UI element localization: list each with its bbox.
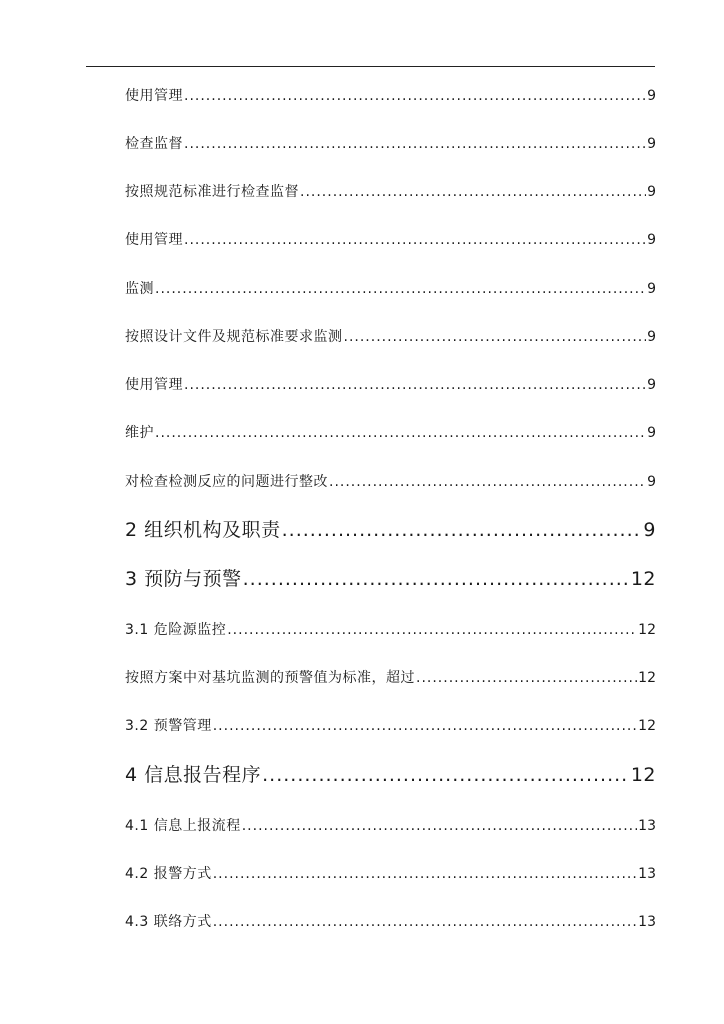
toc-entry-title: 按照设计文件及规范标准要求监测 [125, 329, 343, 345]
toc-entry-page: 9 [647, 232, 656, 248]
toc-entry[interactable] [125, 375, 656, 395]
toc-entry[interactable] [125, 327, 656, 347]
toc-entry-title: 监测 [125, 281, 154, 297]
toc-entry-title: 按照规范标准进行检查监督 [125, 184, 299, 200]
toc-entry-title: 使用管理 [125, 88, 183, 104]
dot-leader [184, 134, 646, 154]
toc-entry-page: 13 [638, 914, 656, 930]
toc-entry-title: 3.1 危险源监控 [125, 622, 227, 638]
table-of-contents [125, 0, 656, 1024]
toc-entry-page: 9 [647, 136, 656, 152]
toc-entry-page: 12 [630, 568, 656, 590]
toc-entry[interactable] [125, 279, 656, 299]
toc-entry-page: 9 [647, 88, 656, 104]
dot-leader [344, 327, 647, 347]
toc-entry[interactable] [125, 716, 656, 736]
dot-leader [242, 816, 637, 836]
toc-entry-title: 4.1 信息上报流程 [125, 818, 241, 834]
toc-entry-page: 12 [638, 718, 656, 734]
toc-entry-title: 使用管理 [125, 377, 183, 393]
dot-leader [213, 912, 637, 932]
toc-entry-title: 使用管理 [125, 232, 183, 248]
dot-leader [243, 566, 630, 592]
toc-entry[interactable] [125, 182, 656, 202]
toc-entry-page: 12 [630, 764, 656, 786]
toc-entry-page: 9 [647, 474, 656, 490]
toc-entry-title: 检查监督 [125, 136, 183, 152]
toc-entry[interactable] [125, 472, 656, 492]
dot-leader [416, 668, 637, 688]
dot-leader [184, 375, 646, 395]
toc-entry-title: 4.3 联络方式 [125, 914, 212, 930]
toc-entry-page: 9 [647, 329, 656, 345]
toc-entry[interactable] [125, 230, 656, 250]
toc-entry-title: 对检查检测反应的问题进行整改 [125, 474, 328, 490]
toc-entry-page: 9 [647, 281, 656, 297]
toc-entry[interactable] [125, 620, 656, 640]
toc-entry-title: 4 信息报告程序 [125, 764, 262, 786]
dot-leader [184, 230, 646, 250]
toc-entry-page: 12 [638, 622, 656, 638]
toc-entry-page: 9 [647, 377, 656, 393]
dot-leader [329, 472, 646, 492]
dot-leader [213, 864, 637, 884]
toc-entry-title: 维护 [125, 425, 154, 441]
toc-entry-page: 9 [647, 425, 656, 441]
toc-entry[interactable] [125, 864, 656, 884]
toc-entry-title: 2 组织机构及职责 [125, 519, 281, 541]
toc-entry-page: 13 [638, 818, 656, 834]
toc-entry-page: 9 [643, 519, 656, 541]
dot-leader [282, 517, 643, 543]
toc-entry[interactable] [125, 668, 656, 688]
toc-entry-title: 3 预防与预警 [125, 568, 242, 590]
dot-leader [300, 182, 646, 202]
dot-leader [227, 620, 637, 640]
toc-entry-page: 12 [638, 670, 656, 686]
toc-entry-title: 3.2 预警管理 [125, 718, 212, 734]
toc-entry[interactable] [125, 816, 656, 836]
dot-leader [262, 762, 630, 788]
dot-leader [184, 86, 646, 106]
toc-entry[interactable] [125, 423, 656, 443]
toc-entry[interactable] [125, 134, 656, 154]
dot-leader [155, 423, 646, 443]
dot-leader [155, 279, 646, 299]
toc-entry-chapter[interactable] [125, 517, 656, 543]
toc-entry-chapter[interactable] [125, 762, 656, 788]
toc-entry[interactable] [125, 86, 656, 106]
dot-leader [213, 716, 637, 736]
toc-entry-title: 4.2 报警方式 [125, 866, 212, 882]
toc-entry-chapter[interactable] [125, 566, 656, 592]
toc-entry-page: 13 [638, 866, 656, 882]
toc-entry-page: 9 [647, 184, 656, 200]
toc-entry[interactable] [125, 912, 656, 932]
toc-entry-title: 按照方案中对基坑监测的预警值为标准，超过 [125, 670, 415, 686]
